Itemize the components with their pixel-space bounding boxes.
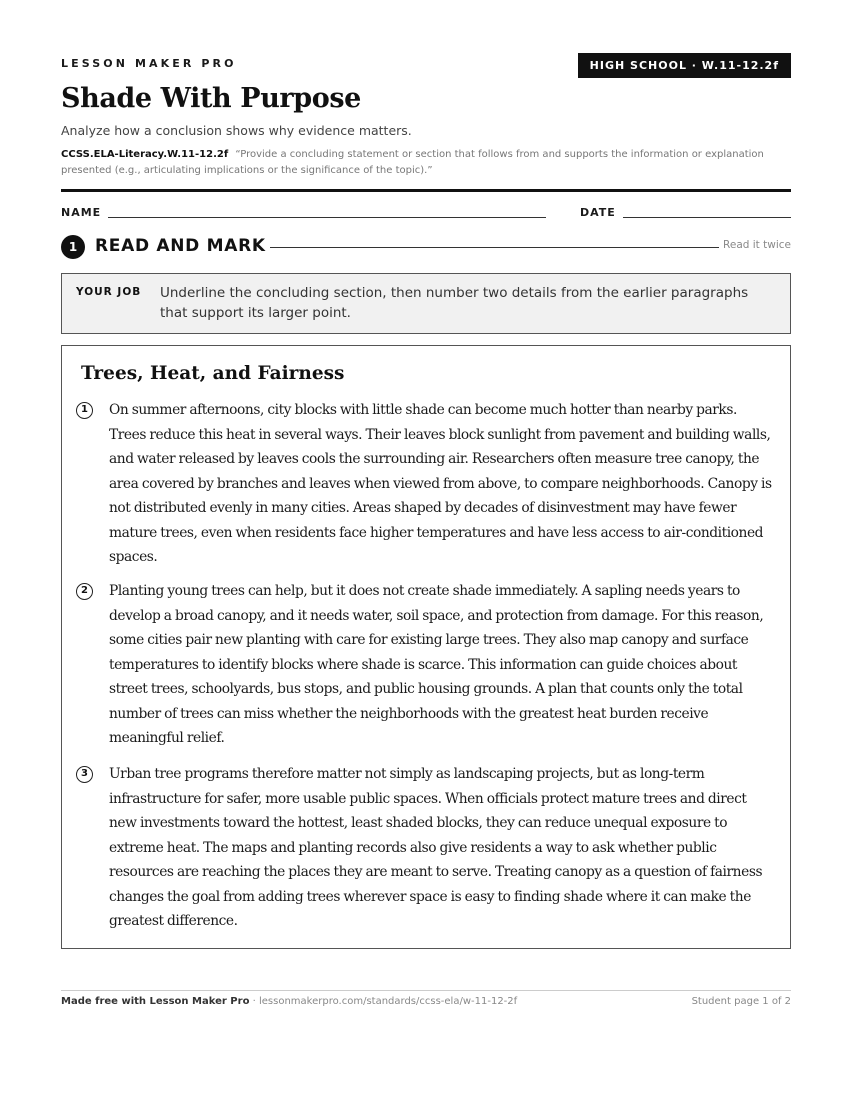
standard-citation [61, 147, 791, 179]
name-label: NAME [61, 206, 102, 219]
passage-title: Trees, Heat, and Fairness [81, 363, 345, 384]
footer-separator: · [249, 996, 259, 1007]
date-label: DATE [580, 206, 616, 219]
footer-credit [61, 996, 517, 1007]
paragraph-number: 2 [76, 583, 93, 600]
section-number-badge: 1 [61, 235, 85, 259]
section-divider [270, 247, 719, 248]
footer-made-with: Made free with Lesson Maker Pro [61, 996, 250, 1007]
paragraph-number: 1 [76, 402, 93, 419]
page-title: Shade With Purpose [61, 83, 361, 114]
paragraph-text: Planting young trees can help, but it does not create shade immediately. A sapling needs years to develop a broad canopy, and it needs water, soil space, and protection from damage. For this reason, some cities pair new planting with care for existing large trees. They also map canopy and surface temperatures to identify blocks where shade is scarce. This information can guide choices about street trees, schoolyards, bus stops, and public housing grounds. A plan that counts only the total number of trees can miss whether the neighborhoods with the greatest heat burden receive meaningful relief. [109, 583, 764, 746]
grade-standard-badge: HIGH SCHOOL · W.11-12.2f [578, 53, 791, 78]
page-indicator: Student page 1 of 2 [691, 996, 791, 1007]
standard-text: “Provide a concluding statement or section that follows from and supports the information or explanation presented (e.g., articulating implications or the significance of the topic).” [61, 149, 764, 176]
header-divider [61, 189, 791, 192]
date-field[interactable] [623, 217, 791, 218]
instructions-text: Underline the concluding section, then number two details from the earlier paragraphs that support its larger point. [160, 285, 749, 321]
section-header [61, 235, 791, 259]
section-title: READ AND MARK [95, 236, 266, 256]
footer-divider [61, 990, 791, 991]
instructions-box [61, 273, 791, 334]
footer-url[interactable]: lessonmakerpro.com/standards/ccss-ela/w-11-12-2f [258, 996, 518, 1007]
standard-code: CCSS.ELA-Literacy.W.11-12.2f [61, 149, 229, 160]
name-field[interactable] [108, 217, 546, 218]
paragraph-number: 3 [76, 766, 93, 783]
brand-name: LESSON MAKER PRO [61, 57, 237, 70]
paragraph-text: Urban tree programs therefore matter not simply as landscaping projects, but as long-term infrastructure for safer, more usable public spaces. When officials protect mature trees and direct new investments toward the hottest, least shaded blocks, they can reduce unequal exposure to extreme heat. The maps and planting records also give residents a way to ask whether public resources are reaching the places they are meant to serve. Treating canopy as a question of fairness changes the goal from adding trees wherever space is easy to finding shade where it can make the greatest difference. [109, 766, 763, 929]
reading-passage [61, 345, 791, 949]
paragraph-text: On summer afternoons, city blocks with little shade can become much hotter than nearby parks. Trees reduce this heat in several ways. Their leaves block sunlight from pavement and building walls, and water released by leaves cools the surrounding air. Researchers often measure tree canopy, the area covered by branches and leaves when viewed from above, to compare neighborhoods. Canopy is not distributed evenly in many cities. Areas shaped by decades of disinvestment may have fewer mature trees, even when residents face higher temperatures and have less access to air-conditioned spaces. [109, 402, 772, 565]
instructions-label: YOUR JOB [76, 286, 142, 298]
section-note: Read it twice [723, 239, 791, 251]
page-subtitle: Analyze how a conclusion shows why evidence matters. [61, 123, 412, 138]
